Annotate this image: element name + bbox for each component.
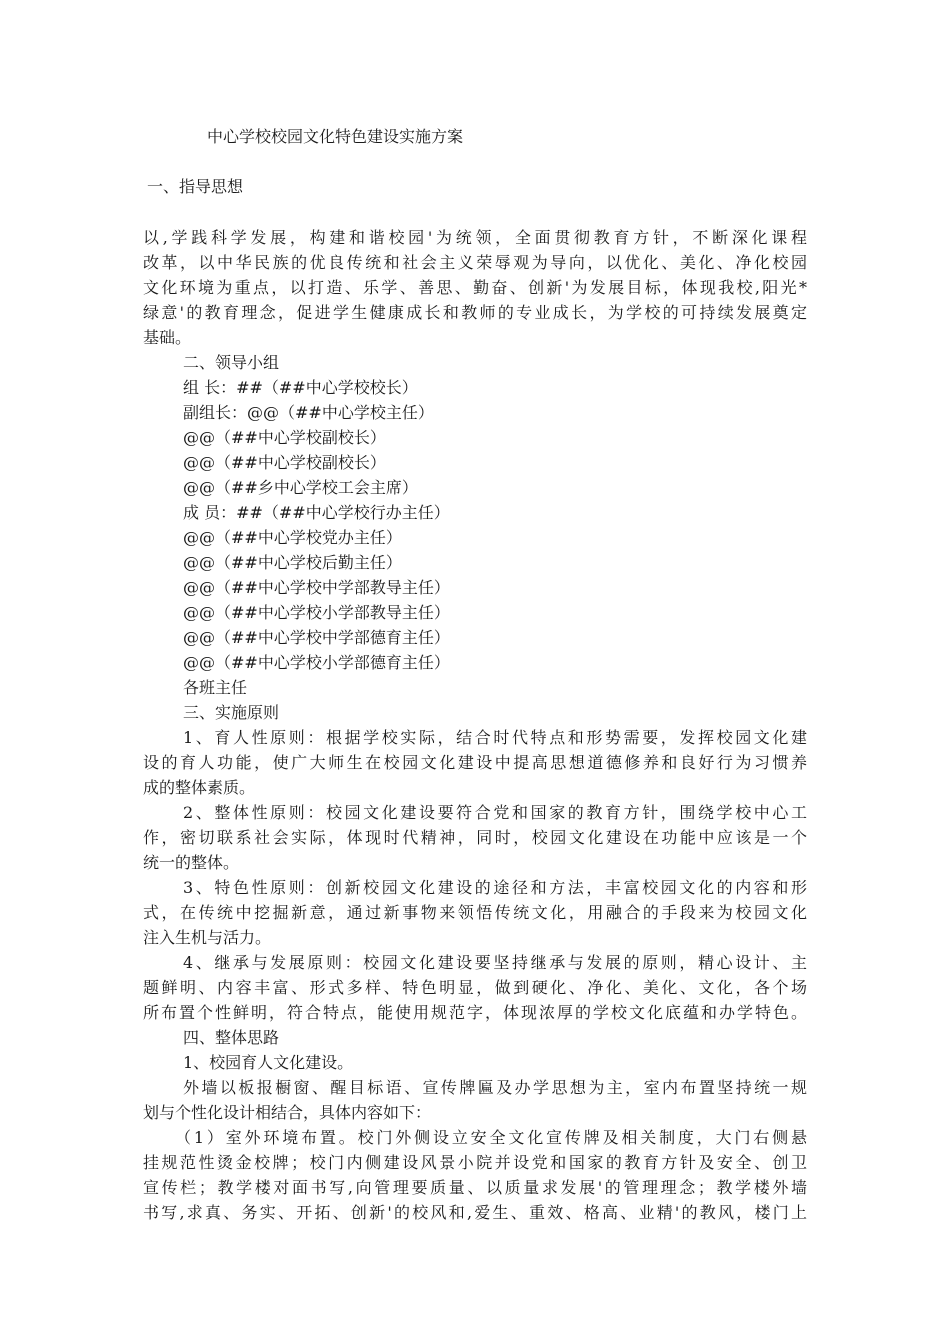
member-item: @@（##中心学校小学部德育主任） [183, 653, 450, 672]
paragraph-line: 书写,求真、务实、开拓、创新'的校风和,爱生、重效、格高、业精'的教风，楼门上 [143, 1203, 807, 1222]
paragraph-line: 宣传栏；教学楼对面书写,向管理要质量、以质量求发展'的管理理念；教学楼外墙 [143, 1178, 807, 1197]
member-item: @@（##中心学校党办主任） [183, 528, 402, 547]
member-item: 组 长：##（##中心学校校长） [183, 378, 418, 397]
member-item: 各班主任 [183, 678, 248, 697]
paragraph-line: 挂规范性烫金校牌；校门内侧建设风景小院并设党和国家的教育方针及安全、创卫 [143, 1153, 807, 1172]
member-item: 副组长：@@（##中心学校主任） [183, 403, 434, 422]
document-title: 中心学校校园文化特色建设实施方案 [207, 127, 464, 146]
member-item: @@（##中心学校中学部德育主任） [183, 628, 450, 647]
paragraph-line: 1、育人性原则：根据学校实际，结合时代特点和形势需要，发挥校园文化建 [183, 728, 807, 747]
paragraph-line: 改革，以中华民族的优良传统和社会主义荣辱观为导向，以优化、美化、净化校园 [143, 253, 807, 272]
member-item: 成 员：##（##中心学校行办主任） [183, 503, 450, 522]
paragraph-line: 设的育人功能，使广大师生在校园文化建设中提高思想道德修养和良好行为习惯养 [143, 753, 807, 772]
paragraph-line: 4、继承与发展原则：校园文化建设要坚持继承与发展的原则，精心设计、主 [183, 953, 807, 972]
paragraph-line: 2、整体性原则：校园文化建设要符合党和国家的教育方针，围绕学校中心工 [183, 803, 807, 822]
paragraph-line: 题鲜明、内容丰富、形式多样、特色明显，做到硬化、净化、美化、文化，各个场 [143, 978, 807, 997]
member-item: @@（##中心学校副校长） [183, 453, 386, 472]
paragraph-line: 统一的整体。 [143, 853, 240, 872]
paragraph-line: 成的整体素质。 [143, 778, 256, 797]
paragraph-line: 以,学践科学发展，构建和谐校园'为统领，全面贯彻教育方针，不断深化课程 [143, 228, 807, 247]
member-item: @@（##中心学校后勤主任） [183, 553, 402, 572]
paragraph-line: 3、特色性原则：创新校园文化建设的途径和方法，丰富校园文化的内容和形 [183, 878, 807, 897]
paragraph-line: 式，在传统中挖掘新意，通过新事物来领悟传统文化，用融合的手段来为校园文化 [143, 903, 807, 922]
member-item: @@（##中心学校副校长） [183, 428, 386, 447]
paragraph-line: 所布置个性鲜明，符合特点，能使用规范字，体现浓厚的学校文化底蕴和办学特色。 [143, 1003, 807, 1022]
paragraph-line: 基础。 [143, 328, 192, 347]
paragraph-line: 绿意'的教育理念，促进学生健康成长和教师的专业成长，为学校的可持续发展奠定 [143, 303, 807, 322]
heading-leadership-group: 二、领导小组 [183, 353, 280, 372]
paragraph-line: 划与个性化设计相结合，具体内容如下： [143, 1103, 432, 1122]
paragraph-line: 文化环境为重点，以打造、乐学、善思、勤奋、创新'为发展目标，体现我校,阳光* [143, 278, 807, 297]
subheading-culture-building: 1、校园育人文化建设。 [183, 1053, 354, 1072]
heading-principles: 三、实施原则 [183, 703, 280, 722]
paragraph-line: 作，密切联系社会实际，体现时代精神，同时，校园文化建设在功能中应该是一个 [143, 828, 807, 847]
member-item: @@（##中心学校小学部教导主任） [183, 603, 450, 622]
heading-overall-approach: 四、整体思路 [183, 1028, 280, 1047]
member-item: @@（##中心学校中学部教导主任） [183, 578, 450, 597]
member-item: @@（##乡中心学校工会主席） [183, 478, 418, 497]
paragraph-line: 注入生机与活力。 [143, 928, 272, 947]
paragraph-line: （1）室外环境布置。校门外侧设立安全文化宣传牌及相关制度，大门右侧悬 [175, 1128, 807, 1147]
heading-guiding-ideology: 一、指导思想 [147, 177, 244, 196]
paragraph-line: 外墙以板报橱窗、醒目标语、宣传牌匾及办学思想为主，室内布置坚持统一规 [183, 1078, 807, 1097]
